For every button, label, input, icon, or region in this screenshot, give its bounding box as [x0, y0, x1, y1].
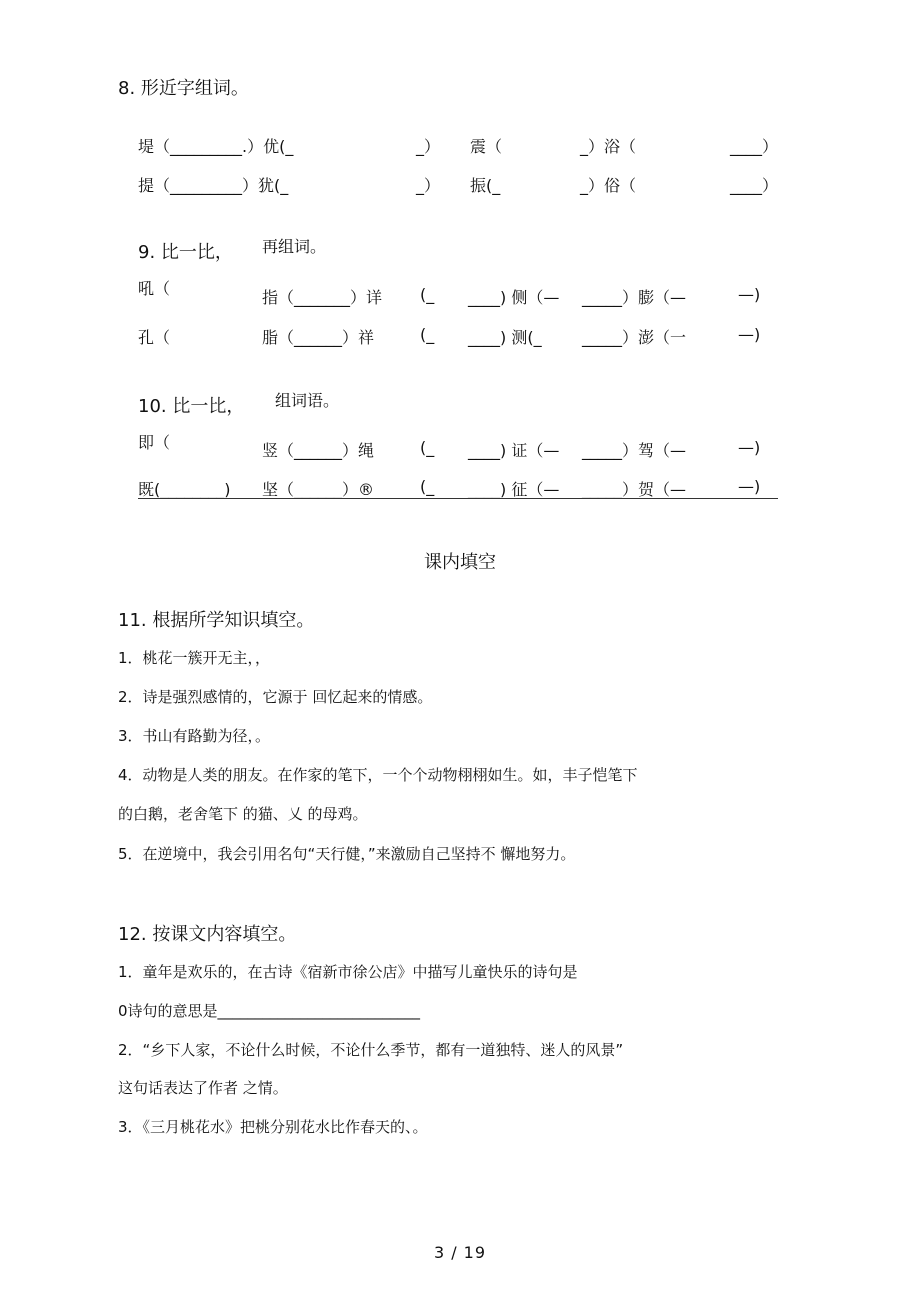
q11-item: 的白鹅，老舍笔下 的猫、乂 的母鸡。	[118, 805, 368, 823]
q11-title: 11. 根据所学知识填空。	[118, 610, 315, 631]
q8-row2-cell: 提（_________）犹(_	[138, 176, 289, 195]
q10-row1-cell: (_	[420, 438, 435, 457]
q8-row2-cell: _）俗（	[580, 176, 637, 195]
q9-subtitle: 再组词。	[262, 237, 327, 256]
q9-left-char-1: 吼（	[138, 279, 171, 298]
q12-title: 12. 按课文内容填空。	[118, 924, 297, 945]
q11-item: 2．诗是强烈感情的，它源于 回忆起来的情感。	[118, 688, 433, 706]
q11-item: 5．在逆境中，我会引用名句“天行健，”来激励自己坚持不 懈地努力。	[118, 845, 576, 863]
q9-row1-cell: ____) 侧（—	[468, 288, 560, 307]
q8-row1-cell: _）浴（	[580, 137, 637, 156]
q9-row1-cell: (_	[420, 285, 435, 304]
q9-row1-cell: —)	[738, 285, 761, 304]
q9-left-char-2: 孔（	[138, 328, 171, 347]
q9-title: 9. 比一比，	[138, 242, 233, 263]
q12-item: 0诗句的意思是___________________________	[118, 1002, 421, 1020]
q8-row2-cell: 振(_	[470, 176, 501, 195]
q10-row1-cell: ____) 证（—	[468, 441, 560, 460]
q8-row2-cell: _）	[416, 176, 441, 195]
q10-row1-cell: —)	[738, 438, 761, 457]
q8-row1-cell: 堤（_________.）优(_	[138, 137, 294, 156]
q11-item: 3．书山有路勤为径，。	[118, 727, 271, 745]
q9-row2-cell: —)	[738, 325, 761, 344]
q10-row2-cell: ____) 征（—	[468, 480, 560, 499]
q9-row2-cell: ____) 测(_	[468, 328, 542, 347]
q8-row1-cell: ____）	[730, 137, 779, 156]
q12-item: 3．《三月桃花水》把桃分别花水比作春天的、。	[118, 1118, 428, 1136]
q12-item: 这句话表达了作者 之情。	[118, 1079, 288, 1097]
q9-row2-cell: _____）澎（一	[582, 328, 687, 347]
section-divider	[138, 498, 778, 499]
q10-left-char-2: 既(________)	[138, 480, 231, 499]
q9-row1-cell: 指（_______）详	[262, 288, 383, 307]
q9-row2-cell: 脂（______）祥	[262, 328, 375, 347]
q10-left-char-1: 即（	[138, 433, 171, 452]
q10-row1-cell: _____）驾（—	[582, 441, 687, 460]
q10-row2-cell: 坚（______）®	[262, 480, 375, 499]
q11-item: 1．桃花一簇开无主，，	[118, 649, 271, 667]
page-number: 3 / 19	[433, 1243, 487, 1262]
q12-item: 1．童年是欢乐的，在古诗《宿新市徐公店》中描写儿童快乐的诗句是	[118, 963, 578, 981]
q10-subtitle: 组词语。	[275, 391, 340, 410]
q10-row1-cell: 竖（______）绳	[262, 441, 375, 460]
q10-row2-cell: (_	[420, 477, 435, 496]
q10-row2-cell: _____）贺（—	[582, 480, 687, 499]
q9-row1-cell: _____）膨（—	[582, 288, 687, 307]
q11-item: 4．动物是人类的朋友。在作家的笔下，一个个动物栩栩如生。如，丰子恺笔下	[118, 766, 638, 784]
q8-row2-cell: ____）	[730, 176, 779, 195]
q10-row2-cell: —)	[738, 477, 761, 496]
q8-title: 8. 形近字组词。	[118, 78, 249, 99]
q9-row2-cell: (_	[420, 325, 435, 344]
q8-row1-cell: _）	[416, 137, 441, 156]
section-title: 课内填空	[424, 552, 496, 573]
q10-title: 10. 比一比，	[138, 396, 245, 417]
q8-row1-cell: 震（	[470, 137, 503, 156]
q12-item: 2．“乡下人家，不论什么时候，不论什么季节，都有一道独特、迷人的风景”	[118, 1041, 624, 1059]
